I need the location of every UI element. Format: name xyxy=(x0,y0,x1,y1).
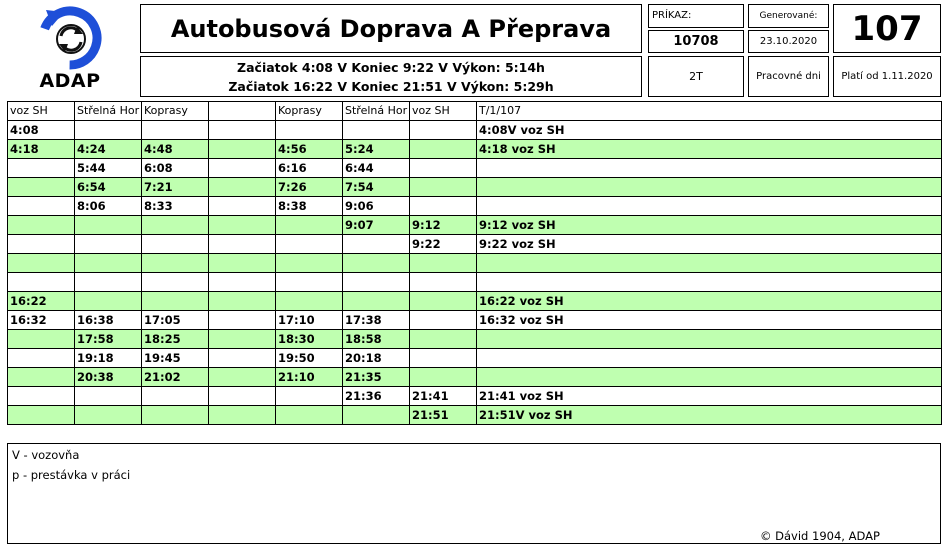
table-cell: 21:10 xyxy=(276,368,343,387)
generated-date: 23.10.2020 xyxy=(748,30,829,53)
column-header: Střelná Hor xyxy=(343,102,410,121)
table-cell: 18:30 xyxy=(276,330,343,349)
table-cell xyxy=(410,273,477,292)
table-cell: 20:18 xyxy=(343,349,410,368)
table-cell xyxy=(8,349,75,368)
table-cell xyxy=(276,254,343,273)
table-cell: 16:32 voz SH xyxy=(477,311,942,330)
table-cell xyxy=(8,254,75,273)
table-cell xyxy=(209,159,276,178)
table-row xyxy=(8,330,942,349)
table-cell: 7:21 xyxy=(142,178,209,197)
table-cell xyxy=(142,292,209,311)
table-cell: 4:24 xyxy=(75,140,142,159)
column-header: Koprasy xyxy=(276,102,343,121)
table-row xyxy=(8,159,942,178)
table-cell: 16:38 xyxy=(75,311,142,330)
table-cell: 17:38 xyxy=(343,311,410,330)
day-type: Pracovné dni xyxy=(748,56,829,97)
table-row xyxy=(8,197,942,216)
table-cell: 21:36 xyxy=(343,387,410,406)
table-cell xyxy=(276,406,343,425)
table-cell xyxy=(142,387,209,406)
table-cell xyxy=(75,406,142,425)
table-cell: 6:44 xyxy=(343,159,410,178)
table-cell xyxy=(142,216,209,235)
table-cell xyxy=(410,197,477,216)
table-cell: 17:10 xyxy=(276,311,343,330)
table-cell xyxy=(209,292,276,311)
shift-line-1: Začiatok 4:08 V Koniec 9:22 V Výkon: 5:14h xyxy=(237,59,545,75)
table-cell xyxy=(477,349,942,368)
column-header: voz SH xyxy=(8,102,75,121)
column-header: Střelná Hor xyxy=(75,102,142,121)
table-cell: 19:50 xyxy=(276,349,343,368)
table-cell: 7:26 xyxy=(276,178,343,197)
table-cell: 21:51V voz SH xyxy=(477,406,942,425)
table-cell xyxy=(209,311,276,330)
table-cell xyxy=(410,178,477,197)
table-cell: 4:18 voz SH xyxy=(477,140,942,159)
table-cell: 4:48 xyxy=(142,140,209,159)
column-header: voz SH xyxy=(410,102,477,121)
line-number: 107 xyxy=(833,4,941,53)
legend xyxy=(7,443,941,544)
table-cell xyxy=(410,368,477,387)
table-cell xyxy=(209,273,276,292)
table-cell xyxy=(142,121,209,140)
table-cell: 9:07 xyxy=(343,216,410,235)
table-cell xyxy=(209,330,276,349)
table-row xyxy=(8,387,942,406)
table-cell: 16:22 xyxy=(8,292,75,311)
table-cell: 16:32 xyxy=(8,311,75,330)
table-cell: 8:33 xyxy=(142,197,209,216)
table-cell: 4:08 xyxy=(8,121,75,140)
table-cell xyxy=(276,121,343,140)
table-row xyxy=(8,292,942,311)
table-row xyxy=(8,368,942,387)
table-cell xyxy=(8,387,75,406)
table-row xyxy=(8,121,942,140)
table-cell xyxy=(477,330,942,349)
table-cell: 19:18 xyxy=(75,349,142,368)
table-cell xyxy=(8,273,75,292)
table-cell xyxy=(8,178,75,197)
table-cell xyxy=(142,235,209,254)
table-cell xyxy=(343,292,410,311)
table-cell xyxy=(142,254,209,273)
table-cell: 17:05 xyxy=(142,311,209,330)
table-cell xyxy=(75,235,142,254)
table-cell: 21:41 voz SH xyxy=(477,387,942,406)
legend-item-break: p - prestávka v práci xyxy=(12,468,131,482)
table-cell: 9:12 voz SH xyxy=(477,216,942,235)
table-cell: 6:08 xyxy=(142,159,209,178)
title-box xyxy=(140,4,642,53)
table-cell xyxy=(276,292,343,311)
table-row xyxy=(8,406,942,425)
table-cell xyxy=(209,140,276,159)
table-cell: 5:44 xyxy=(75,159,142,178)
vehicle-type: 2T xyxy=(648,56,744,97)
table-cell xyxy=(343,273,410,292)
table-cell xyxy=(477,254,942,273)
table-cell: 9:06 xyxy=(343,197,410,216)
table-cell xyxy=(209,349,276,368)
table-cell xyxy=(209,368,276,387)
table-row xyxy=(8,216,942,235)
table-row xyxy=(8,140,942,159)
table-cell: 9:22 xyxy=(410,235,477,254)
table-cell: 9:12 xyxy=(410,216,477,235)
table-cell xyxy=(209,254,276,273)
table-cell: 8:06 xyxy=(75,197,142,216)
table-cell xyxy=(75,387,142,406)
table-cell xyxy=(343,235,410,254)
legend-item-depot: V - vozovňa xyxy=(12,448,80,462)
table-cell xyxy=(75,254,142,273)
table-cell xyxy=(75,273,142,292)
recycle-arrows-icon xyxy=(30,6,110,70)
table-row xyxy=(8,311,942,330)
table-cell xyxy=(75,216,142,235)
table-cell xyxy=(276,273,343,292)
table-cell xyxy=(410,330,477,349)
table-cell xyxy=(209,235,276,254)
prikaz-label: PRÍKAZ: xyxy=(648,4,744,28)
table-cell xyxy=(276,216,343,235)
table-cell: 6:54 xyxy=(75,178,142,197)
table-cell xyxy=(410,140,477,159)
table-cell: 21:41 xyxy=(410,387,477,406)
table-cell xyxy=(477,273,942,292)
table-cell xyxy=(142,273,209,292)
generated-label: Generované: xyxy=(748,4,829,28)
table-cell xyxy=(410,121,477,140)
table-cell: 7:54 xyxy=(343,178,410,197)
table-cell xyxy=(75,292,142,311)
table-cell xyxy=(276,235,343,254)
brand-name: ADAP xyxy=(39,70,101,92)
table-cell xyxy=(343,254,410,273)
timetable xyxy=(7,101,942,425)
table-cell xyxy=(209,121,276,140)
table-cell: 8:38 xyxy=(276,197,343,216)
table-cell: 19:45 xyxy=(142,349,209,368)
table-cell: 6:16 xyxy=(276,159,343,178)
table-cell: 21:35 xyxy=(343,368,410,387)
table-cell xyxy=(410,292,477,311)
copyright: © Dávid 1904, ADAP xyxy=(760,529,880,543)
table-row xyxy=(8,178,942,197)
table-cell: 5:24 xyxy=(343,140,410,159)
table-cell xyxy=(75,121,142,140)
table-cell xyxy=(410,159,477,178)
table-cell xyxy=(477,368,942,387)
table-cell xyxy=(142,406,209,425)
table-cell: 4:08V voz SH xyxy=(477,121,942,140)
table-cell xyxy=(477,178,942,197)
table-cell: 4:18 xyxy=(8,140,75,159)
table-cell xyxy=(8,159,75,178)
table-cell xyxy=(410,311,477,330)
table-cell xyxy=(209,197,276,216)
table-cell xyxy=(8,368,75,387)
table-cell xyxy=(209,178,276,197)
table-row xyxy=(8,254,942,273)
table-cell xyxy=(209,406,276,425)
table-row xyxy=(8,273,942,292)
table-row xyxy=(8,349,942,368)
table-cell xyxy=(410,254,477,273)
prikaz-value: 10708 xyxy=(648,30,744,53)
table-cell xyxy=(8,330,75,349)
shift-summary xyxy=(140,56,642,97)
table-cell: 9:22 voz SH xyxy=(477,235,942,254)
table-cell: 18:25 xyxy=(142,330,209,349)
table-cell xyxy=(276,387,343,406)
table-cell xyxy=(209,216,276,235)
table-cell: 17:58 xyxy=(75,330,142,349)
table-cell xyxy=(477,159,942,178)
column-header: T/1/107 xyxy=(477,102,942,121)
shift-line-2: Začiatok 16:22 V Koniec 21:51 V Výkon: 5:29h xyxy=(228,78,554,94)
table-cell xyxy=(477,197,942,216)
table-cell xyxy=(8,235,75,254)
table-cell: 21:02 xyxy=(142,368,209,387)
table-header-row xyxy=(8,102,942,121)
table-cell xyxy=(209,387,276,406)
table-cell xyxy=(343,406,410,425)
page-title: Autobusová Doprava A Přeprava xyxy=(170,14,612,43)
table-cell xyxy=(8,216,75,235)
column-header: Koprasy xyxy=(142,102,209,121)
table-cell xyxy=(8,197,75,216)
table-cell xyxy=(8,406,75,425)
valid-from: Platí od 1.11.2020 xyxy=(833,56,941,97)
table-cell: 21:51 xyxy=(410,406,477,425)
table-cell: 16:22 voz SH xyxy=(477,292,942,311)
table-cell: 18:58 xyxy=(343,330,410,349)
adap-logo xyxy=(30,6,110,96)
table-row xyxy=(8,235,942,254)
table-cell xyxy=(343,121,410,140)
table-cell xyxy=(410,349,477,368)
table-cell: 4:56 xyxy=(276,140,343,159)
column-header xyxy=(209,102,276,121)
table-cell: 20:38 xyxy=(75,368,142,387)
